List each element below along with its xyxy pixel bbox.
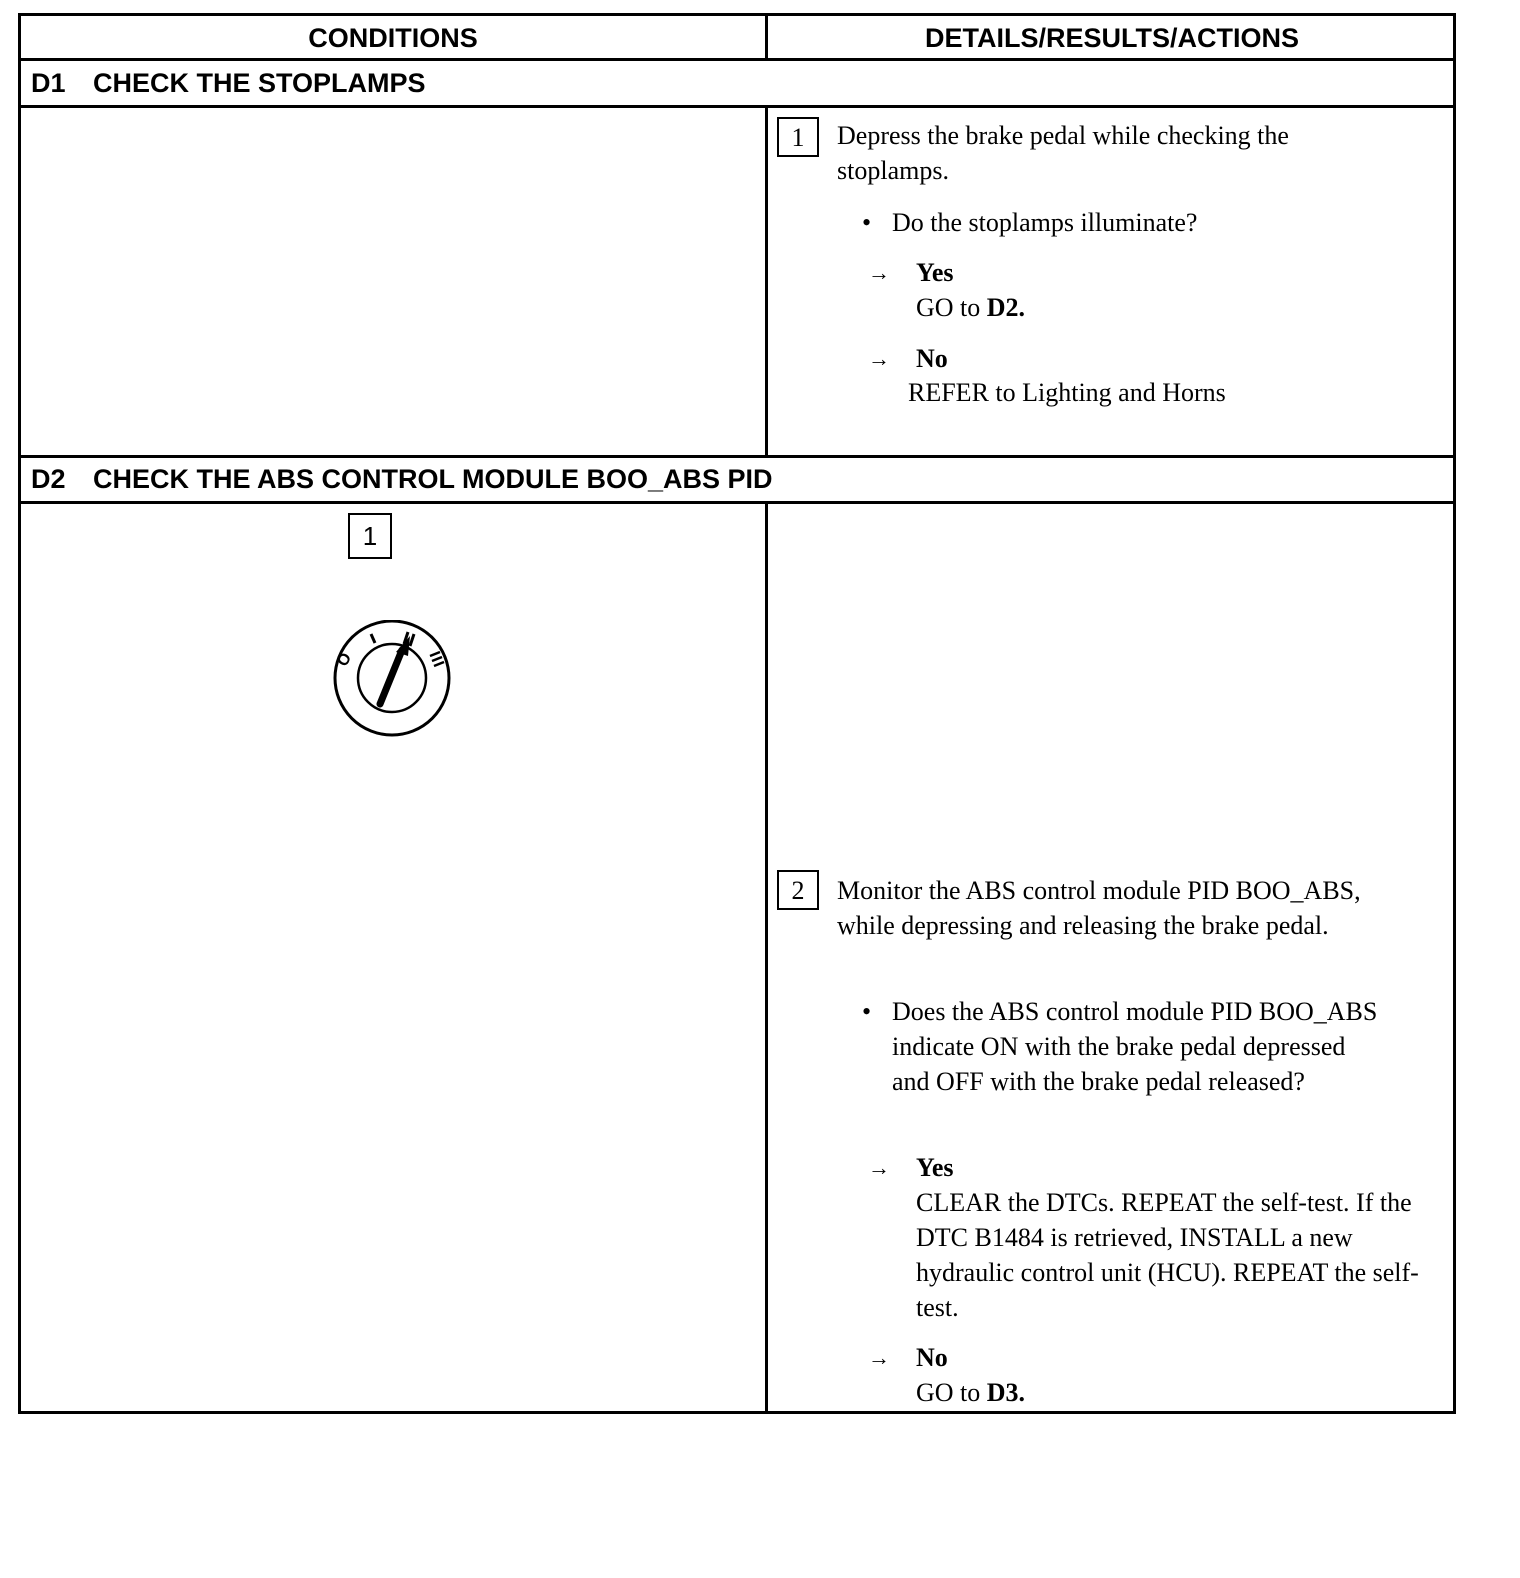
- col-divider-d1: [765, 105, 768, 458]
- d2-yes-label: Yes: [916, 1153, 954, 1182]
- arrow-glyph: →: [868, 1345, 890, 1370]
- section-d2-id: D2: [31, 464, 66, 494]
- d2-no-ref: D3.: [986, 1378, 1026, 1407]
- d1-yes-label: Yes: [916, 258, 954, 287]
- d2-condition-step-number: 1: [348, 513, 392, 559]
- d1-question-text: Do the stoplamps illuminate?: [892, 208, 1198, 237]
- details-header: DETAILS/RESULTS/ACTIONS: [924, 23, 1299, 53]
- d2-yes-action: CLEAR the DTCs. REPEAT the self-test. If the DTC B1484 is retrieved, INSTALL a new hydraulic control unit (HCU). REPEAT the self-test.: [916, 1188, 1419, 1322]
- section-d2-header: [31, 459, 773, 499]
- d2-question: [862, 994, 1382, 1099]
- d1-yes-action: [916, 290, 1436, 325]
- arrow-glyph: →: [868, 1155, 890, 1180]
- section-d2-title: CHECK THE ABS CONTROL MODULE BOO_ABS PID: [93, 464, 773, 494]
- rule-d2-title: [21, 501, 1453, 504]
- rule-d1-end: [21, 455, 1453, 458]
- d2-no-label: No: [916, 1343, 948, 1372]
- d2-no-action-text: GO to: [916, 1378, 987, 1407]
- d2-step-text: Monitor the ABS control module PID BOO_ABS, while depressing and releasing the brake pedal.: [837, 876, 1361, 940]
- section-d1-header: [31, 63, 426, 103]
- arrow-glyph: →: [868, 346, 890, 371]
- d2-question-text: Does the ABS control module PID BOO_ABS indicate ON with the brake pedal depressed and OFF with the brake pedal released?: [892, 997, 1378, 1096]
- arrow-glyph: →: [868, 260, 890, 285]
- d2-step-number: 2: [777, 870, 819, 910]
- bullet-glyph: •: [862, 208, 872, 237]
- d1-no-action: REFER to Lighting and Horns: [908, 378, 1226, 407]
- bullet-glyph: •: [862, 997, 872, 1026]
- section-d1-id: D1: [31, 68, 66, 98]
- conditions-header: CONDITIONS: [308, 23, 478, 53]
- rule-d1-title: [21, 105, 1453, 108]
- d1-step-text: Depress the brake pedal while checking the stoplamps.: [837, 121, 1289, 185]
- section-d1-title: CHECK THE STOPLAMPS: [93, 68, 426, 98]
- d1-yes-action-text: GO to: [916, 293, 987, 322]
- ignition-switch-icon: [330, 620, 454, 738]
- d1-question: [862, 205, 1422, 240]
- d2-no-action: [916, 1375, 1436, 1410]
- col-divider-d2: [765, 501, 768, 1414]
- svg-text:O: O: [334, 650, 356, 670]
- d1-step-number: 1: [777, 117, 819, 157]
- d1-yes-ref: D2.: [986, 293, 1026, 322]
- d1-no-label: No: [916, 344, 948, 373]
